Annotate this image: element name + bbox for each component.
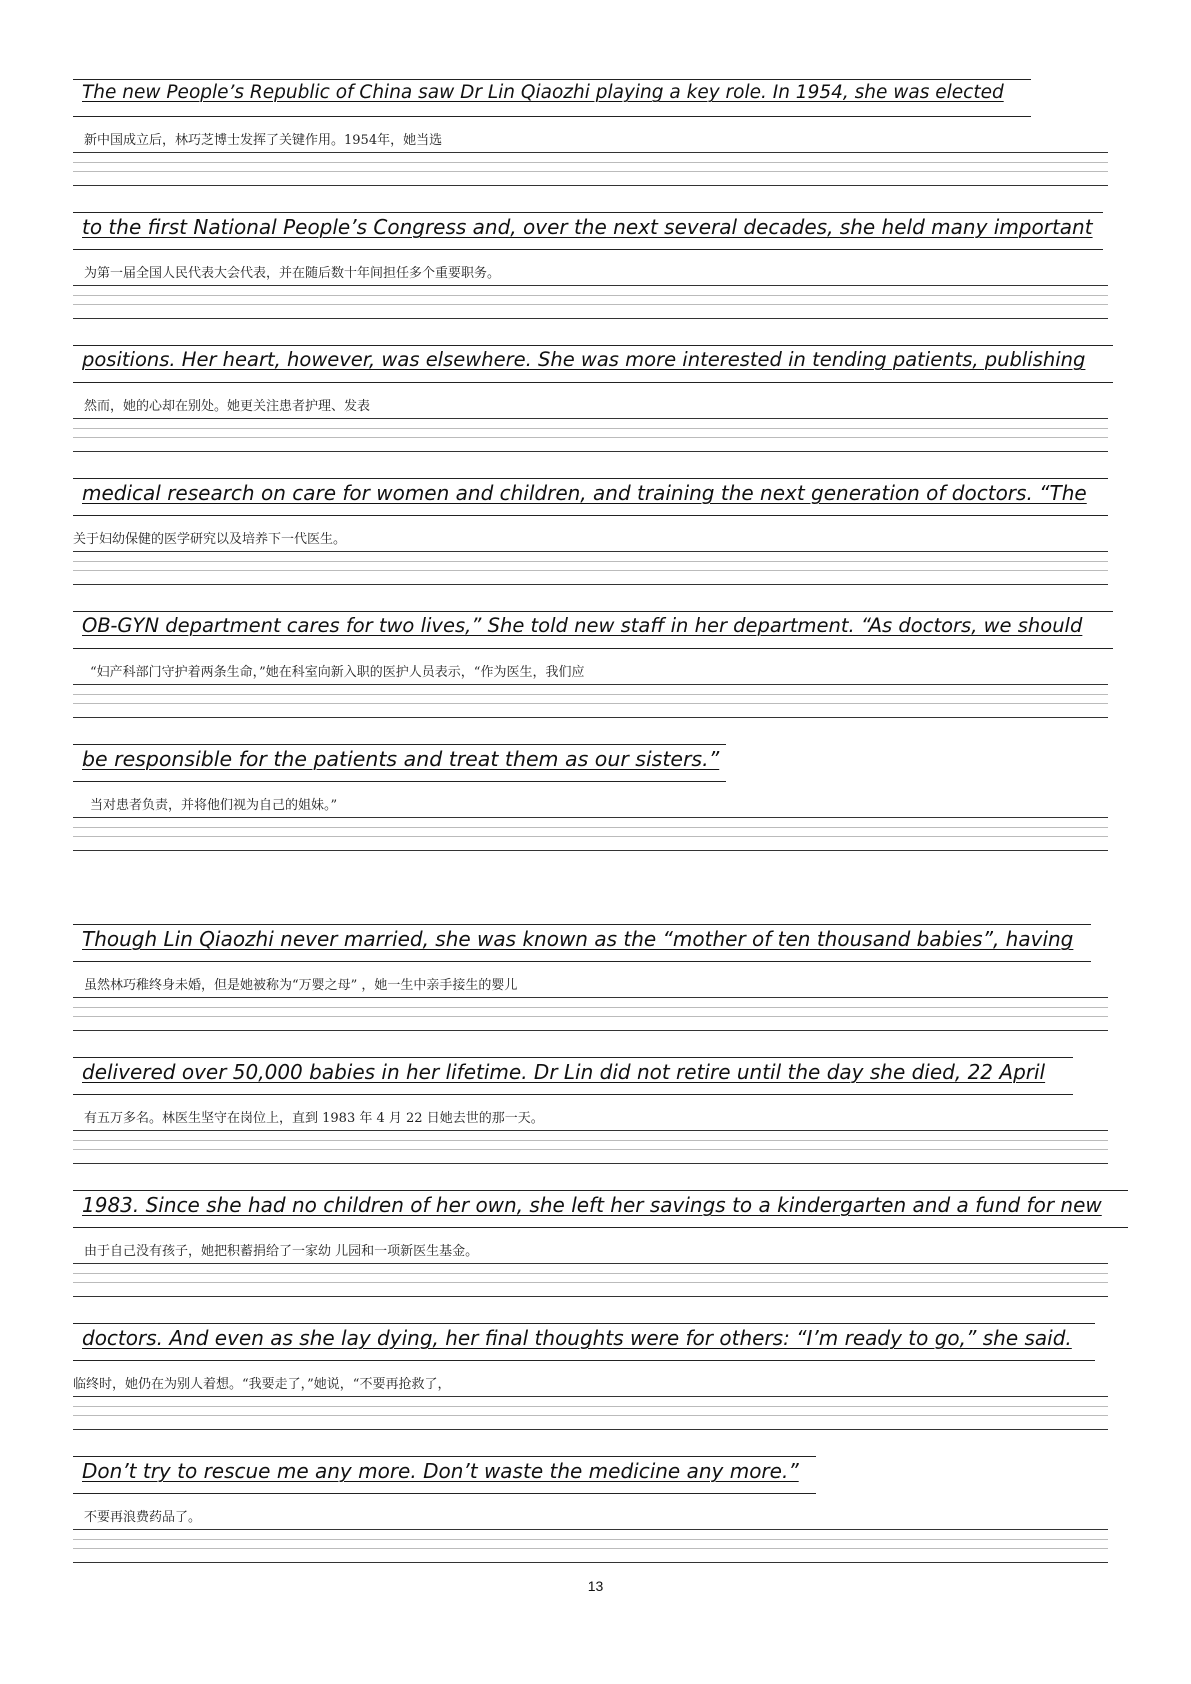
practice-line [73,827,1108,828]
practice-line [73,1415,1108,1416]
english-sentence: to the first National People’s Congress and, over the next several decades, she held many important [82,215,1093,239]
practice-line [73,1016,1108,1017]
practice-line [73,318,1108,319]
english-sentence: The new People’s Republic of China saw Dr Lin Qiaozhi playing a key role. In 1954, she was elected [82,82,1004,103]
practice-line [73,1429,1108,1430]
english-sentence: Don’t try to rescue me any more. Don’t waste the medicine any more.” [82,1459,799,1483]
practice-line [73,1140,1108,1141]
chinese-translation: 当对患者负责，并将他们视为自己的姐妹。” [90,798,338,813]
practice-line [73,152,1108,153]
english-sentence: doctors. And even as she lay dying, her final thoughts were for others: “I’m ready to go,” she said. [82,1326,1072,1350]
practice-line [73,1263,1108,1264]
practice-line [73,418,1108,419]
practice-line [73,1396,1108,1397]
chinese-translation: 由于自己没有孩子，她把积蓄捐给了一家幼 儿园和一项新医生基金。 [84,1244,479,1259]
practice-line [73,304,1108,305]
chinese-translation: 关于妇幼保健的医学研究以及培养下一代医生。 [73,532,347,547]
practice-line [73,428,1108,429]
practice-line [73,570,1108,571]
practice-line [73,1406,1108,1407]
practice-line [73,551,1108,552]
practice-line [73,584,1108,585]
practice-line [73,1562,1108,1563]
chinese-translation: 新中国成立后，林巧芝博士发挥了关键作用。1954年，她当选 [84,133,443,148]
practice-line [73,703,1108,704]
practice-line [73,1539,1108,1540]
chinese-translation: 不要再浪费药品了。 [84,1510,202,1525]
page-number: 13 [587,1578,604,1594]
practice-line [73,1548,1108,1549]
english-sentence: 1983. Since she had no children of her own, she left her savings to a kindergarten and a fund for new [82,1193,1102,1217]
practice-line [73,185,1108,186]
english-sentence: delivered over 50,000 babies in her lifetime. Dr Lin did not retire until the day she died, 22 April [82,1060,1046,1084]
practice-line [73,561,1108,562]
chinese-translation: 临终时，她仍在为别人着想。“我要走了，”她说，“不要再抢救了， [73,1377,451,1392]
practice-line [73,1296,1108,1297]
practice-line [73,171,1108,172]
english-sentence: positions. Her heart, however, was elsewhere. She was more interested in tending patients, publishing [82,348,1086,371]
practice-line [73,295,1108,296]
english-sentence: be responsible for the patients and treat them as our sisters.” [82,747,720,771]
practice-line [73,285,1108,286]
practice-line [73,717,1108,718]
chinese-translation: 然而，她的心却在别处。她更关注患者护理、发表 [84,399,371,414]
practice-line [73,850,1108,851]
practice-line [73,451,1108,452]
practice-line [73,1007,1108,1008]
chinese-translation: “妇产科部门守护着两条生命，”她在科室向新入职的医护人员表示，“作为医生，我们应 [90,665,585,680]
english-sentence: Though Lin Qiaozhi never married, she was known as the “mother of ten thousand babies”, having [82,927,1074,951]
practice-line [73,1282,1108,1283]
english-sentence: medical research on care for women and children, and training the next generation of doctors. “The [82,481,1087,505]
practice-line [73,817,1108,818]
practice-line [73,684,1108,685]
practice-line [73,1163,1108,1164]
practice-line [73,1529,1108,1530]
chinese-translation: 为第一届全国人民代表大会代表，并在随后数十年间担任多个重要职务。 [84,266,501,281]
practice-line [73,162,1108,163]
practice-line [73,1149,1108,1150]
practice-line [73,694,1108,695]
practice-line [73,997,1108,998]
practice-line [73,836,1108,837]
practice-line [73,1273,1108,1274]
english-sentence: OB-GYN department cares for two lives,” She told new staff in her department. “As doctors, we should [82,614,1083,637]
practice-line [73,1130,1108,1131]
practice-line [73,1030,1108,1031]
chinese-translation: 有五万多名。林医生坚守在岗位上，直到 1983 年 4 月 22 日她去世的那一天。 [84,1111,544,1126]
practice-line [73,437,1108,438]
chinese-translation: 虽然林巧稚终身未婚，但是她被称为“万婴之母” ，她一生中亲手接生的婴儿 [84,978,518,993]
